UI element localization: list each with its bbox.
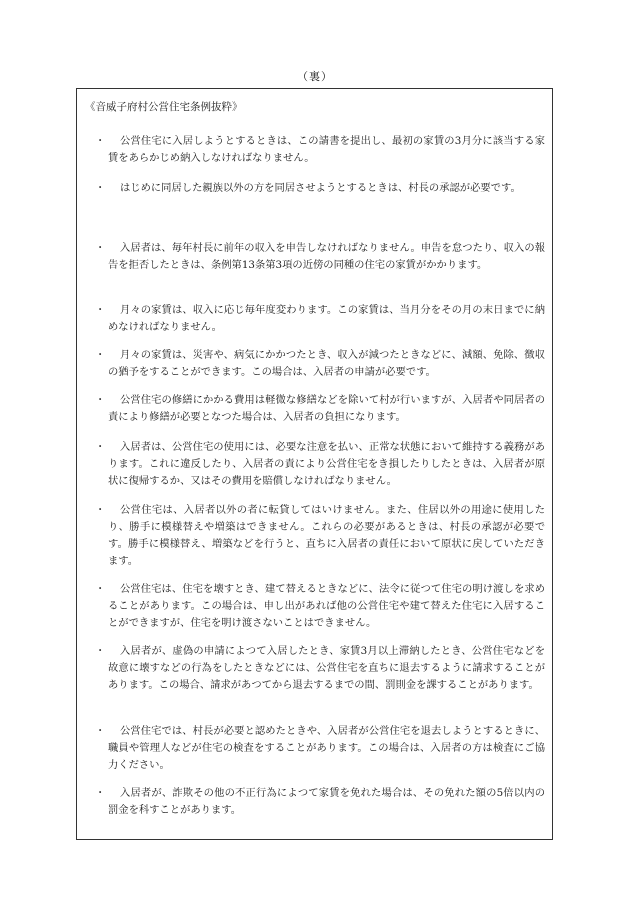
list-item xyxy=(95,643,545,694)
bullet-mark: ・ xyxy=(95,242,106,254)
list-item-text: はじめに同居した親族以外の方を同居させようとするときは、村長の承認が必要です。 xyxy=(120,182,521,194)
list-item xyxy=(95,180,545,197)
list-item-text: 公営住宅は、住宅を壊すとき、建て替えるときなどに、法令に従つて住宅の明け渡しを求めることがあります。この場合は、申し出があれば他の公営住宅や建て替えた住宅に入居することができますが、住宅を明け渡さないことはできません。 xyxy=(108,583,545,629)
bullet-mark: ・ xyxy=(95,182,106,194)
list-item-text: 入居者が、詐欺その他の不正行為によつて家賃を免れた場合は、その免れた額の5倍以内の罰金を科すことがあります。 xyxy=(108,787,545,816)
bullet-mark: ・ xyxy=(95,441,106,453)
list-item xyxy=(95,439,545,490)
list-item xyxy=(95,302,545,336)
list-item-text: 入居者が、虚偽の申請によつて入居したとき、家賃3月以上滞納したとき、公営住宅などを故意に壊すなどの行為をしたときなどには、公営住宅を直ちに退去するように請求することがあります。この場合、請求があつてから退去するまでの間、罰則金を課することがあります。 xyxy=(108,645,545,691)
list-item xyxy=(95,392,545,426)
bullet-mark: ・ xyxy=(95,349,106,361)
list-item xyxy=(95,240,545,274)
list-item-text: 公営住宅に入居しようとするときは、この請書を提出し、最初の家賃の3月分に該当する家賃をあらかじめ納入しなければなりません。 xyxy=(108,135,545,164)
list-item xyxy=(95,581,545,632)
list-item xyxy=(95,502,545,570)
list-item xyxy=(95,133,545,167)
bullet-mark: ・ xyxy=(95,583,106,595)
list-item-text: 公営住宅は、入居者以外の者に転貸してはいけません。また、住居以外の用途に使用したり、勝手に模様替えや増築はできません。これらの必要があるときは、村長の承認が必要です。勝手に模様替え、増築などを行うと、直ちに入居者の責任において原状に戻していただきます。 xyxy=(108,504,545,567)
bullet-mark: ・ xyxy=(95,394,106,406)
list-item-text: 入居者は、毎年村長に前年の収入を申告しなければなりません。申告を怠つたり、収入の報告を拒否したときは、条例第13条第3項の近傍の同種の住宅の家賃がかかります。 xyxy=(108,242,545,271)
list-item-text: 公営住宅では、村長が必要と認めたときや、入居者が公営住宅を退去しようとするときに、職員や管理人などが住宅の検査をすることがあります。この場合は、入居者の方は検査にご協力ください。 xyxy=(108,725,545,771)
list-item-text: 入居者は、公営住宅の使用には、必要な注意を払い、正常な状態において維持する義務があります。これに違反したり、入居者の責により公営住宅をき損したりしたときは、入居者が原状に復帰するか、又はその費用を賠償しなければなりません。 xyxy=(108,441,545,487)
list-item xyxy=(95,785,545,819)
bullet-mark: ・ xyxy=(95,787,106,799)
list-item-text: 月々の家賃は、収入に応じ毎年度変わります。この家賃は、当月分をその月の末日までに納めなければなりません。 xyxy=(108,304,545,333)
ordinance-excerpt-box xyxy=(76,88,553,840)
bullet-mark: ・ xyxy=(95,135,106,147)
list-item xyxy=(95,723,545,774)
page-side-label: （裏） xyxy=(297,70,333,83)
bullet-mark: ・ xyxy=(95,645,106,657)
bullet-mark: ・ xyxy=(95,504,106,516)
list-item-text: 公営住宅の修繕にかかる費用は軽微な修繕などを除いて村が行いますが、入居者や同居者の責により修繕が必要となつた場合は、入居者の負担になります。 xyxy=(108,394,545,423)
excerpt-heading: 《音威子府村公営住宅条例抜粋》 xyxy=(85,101,243,113)
bullet-mark: ・ xyxy=(95,725,106,737)
bullet-mark: ・ xyxy=(95,304,106,316)
list-item xyxy=(95,347,545,381)
list-item-text: 月々の家賃は、災害や、病気にかかつたとき、収入が減つたときなどに、減額、免除、徴収の猶予をすることができます。この場合は、入居者の申請が必要です。 xyxy=(108,349,545,378)
